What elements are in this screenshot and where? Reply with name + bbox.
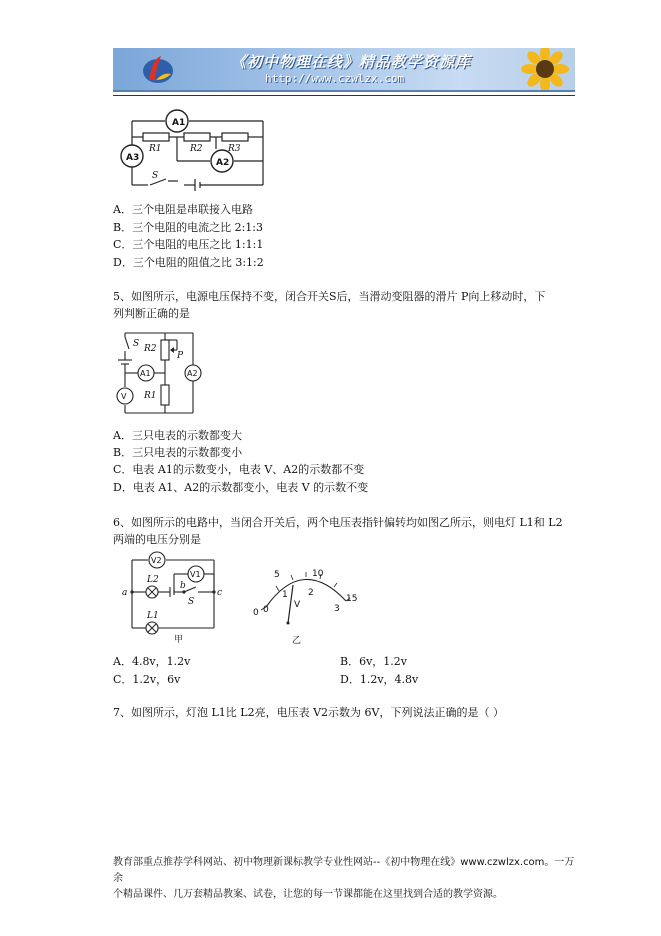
q6-voltmeter-v2-label: V2	[151, 556, 162, 565]
q5-stem-line2: 列判断正确的是	[113, 307, 190, 320]
q4-resistor-r3-label: R3	[228, 144, 241, 154]
q6-lamp-l2-label: L2	[147, 575, 159, 585]
q6-option-c: C．1.2v，6v	[113, 673, 181, 686]
q6-meter-outer-5: 5	[274, 570, 280, 580]
q5-option-c: C．电表 A1的示数变小，电表 V、A2的示数都不变	[113, 463, 365, 476]
page-footer	[113, 855, 583, 903]
q5-stem-line1: 5、如图所示，电源电压保持不变，闭合开关S后，当滑动变阻器的滑片 P向上移动时，下	[113, 290, 546, 303]
q4-option-b: B．三个电阻的电流之比 2:1:3	[113, 221, 263, 234]
q5-switch-label: S	[133, 339, 140, 349]
q6-option-a: A．4.8v，1.2v	[113, 655, 191, 668]
header-banner	[113, 48, 575, 92]
footer-line-2: 个精品课件、几万套精品教案、试卷，让您的每一节课都能在这里找到合适的教学资源。	[113, 889, 503, 900]
site-title: 《初中物理在线》精品教学资源库	[231, 53, 472, 71]
q5-slider-p-label: P	[177, 351, 184, 361]
q6-lamp-l1-label: L1	[147, 611, 159, 621]
q5-option-a: A．三只电表的示数都变大	[113, 429, 242, 442]
q4-ammeter-a2-label: A2	[216, 158, 230, 168]
q5-ammeter-a1-label: A1	[140, 369, 151, 378]
q6-point-b-label: b	[180, 581, 186, 591]
q4-ammeter-a3-label: A3	[126, 153, 140, 163]
q5-ammeter-a2-label: A2	[187, 369, 198, 378]
q6-stem-line1: 6、如图所示的电路中，当闭合开关后，两个电压表指针偏转均如图乙所示，则电灯 L1和 L2	[113, 516, 563, 529]
q6-meter-inner-3: 3	[334, 604, 340, 614]
q4-option-a: A．三个电阻是串联接入电路	[113, 203, 253, 216]
sunflower-icon	[511, 48, 571, 92]
q6-point-a-label: a	[122, 588, 128, 598]
q6-meter-outer-10: 10	[312, 569, 324, 579]
q4-resistor-r2-label: R2	[190, 144, 203, 154]
q6-circuit-diagram-jia	[118, 550, 238, 646]
q4-circuit-diagram	[118, 103, 268, 191]
site-url[interactable]: http://www.czwlzx.com	[265, 72, 405, 85]
footer-line-1: 教育部重点推荐学科网站、初中物理新课标教学专业性网站--《初中物理在线》www.czwlzx.com。一万余	[113, 857, 575, 884]
header-rule	[113, 95, 575, 96]
q5-resistor-r2-label: R2	[144, 344, 157, 354]
q5-option-d: D．电表 A1、A2的示数都变小，电表 V 的示数不变	[113, 481, 369, 494]
q5-voltmeter-label: V	[121, 392, 127, 401]
q6-point-c-label: c	[217, 588, 223, 598]
q6-meter-inner-2: 2	[308, 588, 314, 598]
q4-switch-label: S	[152, 171, 159, 181]
q6-meter-outer-0: 0	[253, 608, 259, 618]
q5-circuit-diagram	[113, 327, 208, 417]
q6-option-b: B．6v，1.2v	[340, 655, 408, 668]
q6-figure-yi-caption: 乙	[292, 636, 302, 646]
q6-figure-jia-caption: 甲	[174, 635, 184, 645]
q6-meter-unit: V	[294, 600, 301, 610]
q6-voltmeter-dial-yi	[248, 563, 368, 649]
q6-meter-outer-15: 15	[346, 594, 358, 604]
q5-option-b: B．三只电表的示数都变小	[113, 446, 243, 459]
q6-switch-label: S	[188, 597, 195, 607]
q5-resistor-r1-label: R1	[144, 391, 157, 401]
q6-option-d: D．1.2v，4.8v	[340, 673, 419, 686]
q4-option-c: C．三个电阻的电压之比 1:1:1	[113, 238, 264, 251]
q7-stem: 7、如图所示，灯泡 L1比 L2亮，电压表 V2示数为 6V，下列说法正确的是（ ）	[113, 706, 504, 719]
q6-meter-inner-1: 1	[282, 590, 288, 600]
q4-resistor-r1-label: R1	[149, 144, 162, 154]
q4-option-d: D．三个电阻的阻值之比 3:1:2	[113, 256, 264, 269]
q6-meter-inner-0: 0	[263, 605, 269, 615]
q4-ammeter-a1-label: A1	[172, 118, 186, 128]
q6-stem-line2: 两端的电压分别是	[113, 533, 201, 546]
q6-voltmeter-v1-label: V1	[190, 570, 201, 579]
site-logo-icon	[141, 52, 175, 86]
